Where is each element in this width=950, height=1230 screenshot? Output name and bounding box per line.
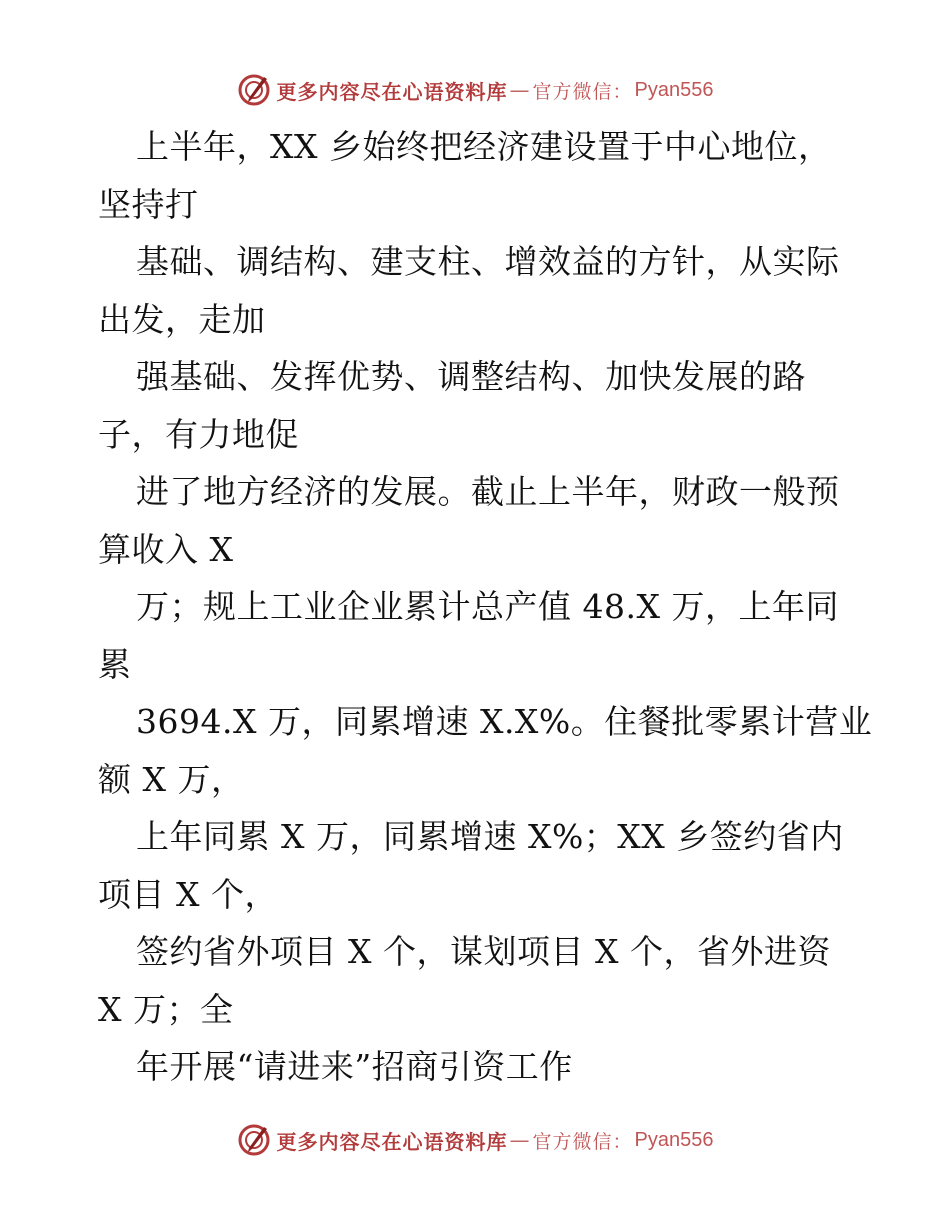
body-line: 出发，走加 bbox=[98, 299, 266, 339]
body-line: 基础、调结构、建支柱、增效益的方针，从实际 bbox=[136, 242, 840, 281]
header-banner-wechat: 官方微信： bbox=[532, 80, 633, 103]
document-body bbox=[98, 118, 873, 1096]
body-line: 项目 X 个， bbox=[98, 874, 278, 914]
footer-banner bbox=[0, 1120, 950, 1160]
header-banner bbox=[0, 70, 950, 110]
header-banner-dash: — bbox=[509, 78, 531, 102]
body-line: 年开展“请进来”招商引资工作 bbox=[136, 1047, 573, 1086]
body-line: 进了地方经济的发展。截止上半年，财政一般预 bbox=[136, 472, 840, 511]
header-banner-main: 更多内容尽在心语资料库 bbox=[276, 79, 508, 104]
body-line: 子，有力地促 bbox=[98, 414, 299, 454]
footer-banner-wechat: 官方微信： bbox=[532, 1130, 633, 1153]
body-line: 坚持打 bbox=[98, 184, 199, 224]
quill-seal-logo-icon bbox=[237, 73, 271, 107]
body-line: 强基础、发挥优势、调整结构、加快发展的路 bbox=[136, 357, 806, 396]
body-line: 上年同累 X 万，同累增速 X%；XX 乡签约省内 bbox=[136, 817, 844, 856]
body-line: 上半年，XX 乡始终把经济建设置于中心地位， bbox=[136, 127, 832, 166]
body-line: 万；规上工业企业累计总产值 48.X 万，上年同 bbox=[136, 587, 839, 626]
body-line: 3694.X 万，同累增速 X.X%。住餐批零累计营业 bbox=[136, 702, 873, 741]
body-line: 额 X 万， bbox=[98, 759, 245, 799]
body-line: 算收入 X bbox=[98, 529, 234, 569]
body-line: X 万；全 bbox=[98, 989, 234, 1029]
body-line: 签约省外项目 X 个，谋划项目 X 个，省外进资 bbox=[136, 932, 831, 971]
footer-banner-id: Pyan556 bbox=[634, 1128, 714, 1151]
header-banner-id: Pyan556 bbox=[634, 78, 714, 101]
body-line: 累 bbox=[98, 644, 132, 684]
footer-banner-dash: — bbox=[509, 1128, 531, 1152]
footer-banner-main: 更多内容尽在心语资料库 bbox=[276, 1129, 508, 1154]
quill-seal-logo-icon bbox=[237, 1123, 271, 1157]
